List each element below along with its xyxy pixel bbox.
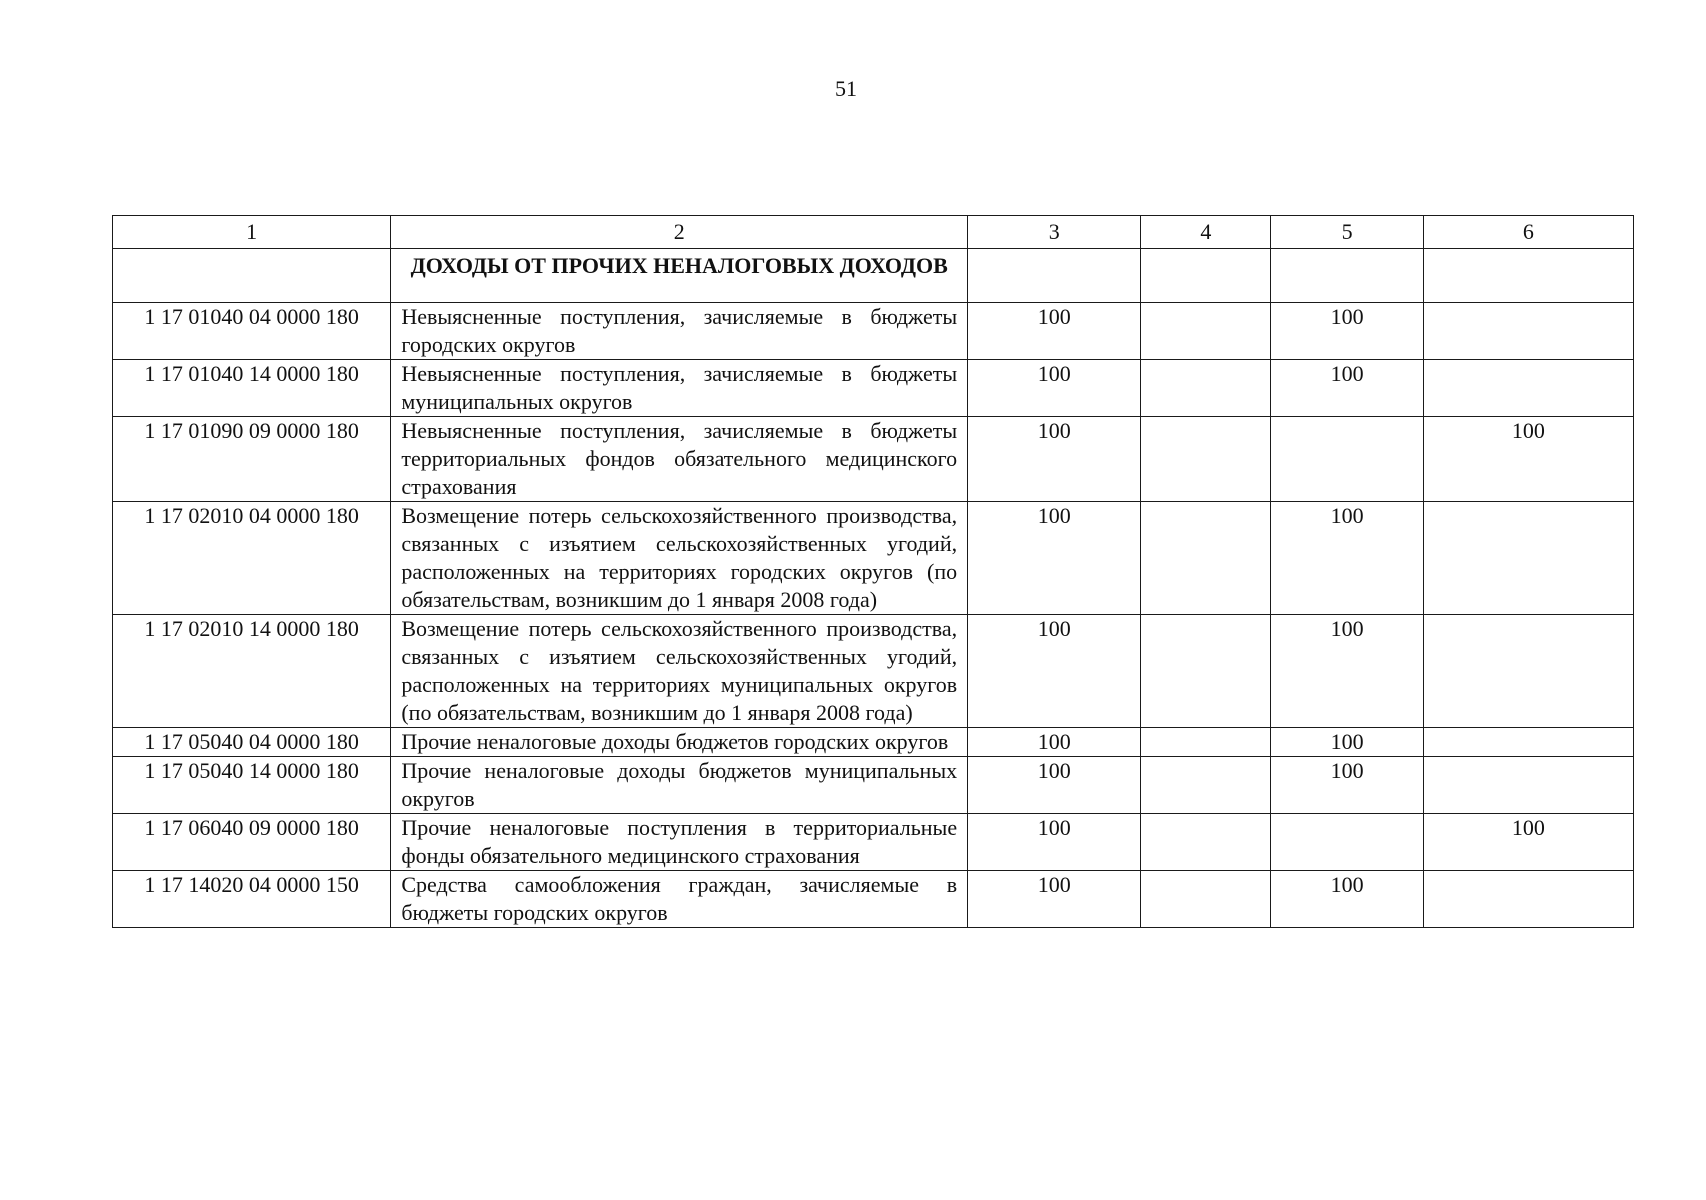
value-cell: [968, 249, 1141, 303]
value-cell: 100: [968, 303, 1141, 360]
description-cell: Возмещение потерь сельскохозяйственного производства, связанных с изъятием сельскохозяйственных угодий, расположенных на территориях городских округов (по обязательствам, возникшим до 1 января 2008 года): [391, 502, 968, 615]
value-cell: 100: [1271, 502, 1423, 615]
value-cell: 100: [968, 871, 1141, 928]
table-row: [113, 757, 1634, 814]
column-header: 4: [1141, 216, 1271, 249]
column-header: 2: [391, 216, 968, 249]
code-cell: 1 17 01040 14 0000 180: [113, 360, 391, 417]
value-cell: [1141, 303, 1271, 360]
table-row: [113, 728, 1634, 757]
value-cell: [1141, 249, 1271, 303]
value-cell: 100: [968, 417, 1141, 502]
page-number: 51: [835, 76, 857, 101]
column-header: 1: [113, 216, 391, 249]
value-cell: [1423, 728, 1633, 757]
description-cell: Прочие неналоговые доходы бюджетов городских округов: [391, 728, 968, 757]
code-cell: 1 17 06040 09 0000 180: [113, 814, 391, 871]
value-cell: [1141, 757, 1271, 814]
value-cell: [1423, 757, 1633, 814]
description-cell: Прочие неналоговые поступления в территориальные фонды обязательного медицинского страхования: [391, 814, 968, 871]
value-cell: [1141, 417, 1271, 502]
column-header: 3: [968, 216, 1141, 249]
value-cell: 100: [968, 814, 1141, 871]
section-title-row: [113, 249, 1634, 303]
code-cell: 1 17 01090 09 0000 180: [113, 417, 391, 502]
value-cell: 100: [1271, 303, 1423, 360]
value-cell: 100: [1271, 615, 1423, 728]
description-cell: Невыясненные поступления, зачисляемые в бюджеты муниципальных округов: [391, 360, 968, 417]
value-cell: [1141, 814, 1271, 871]
value-cell: [1423, 249, 1633, 303]
description-cell: Возмещение потерь сельскохозяйственного производства, связанных с изъятием сельскохозяйственных угодий, расположенных на территориях муниципальных округов (по обязательствам, возникшим до 1 января 2008 года): [391, 615, 968, 728]
column-header: 5: [1271, 216, 1423, 249]
value-cell: 100: [1423, 814, 1633, 871]
value-cell: 100: [968, 728, 1141, 757]
code-cell: [113, 249, 391, 303]
code-cell: 1 17 02010 14 0000 180: [113, 615, 391, 728]
header-row: [113, 216, 1634, 249]
description-cell: Невыясненные поступления, зачисляемые в бюджеты городских округов: [391, 303, 968, 360]
code-cell: 1 17 05040 14 0000 180: [113, 757, 391, 814]
value-cell: [1423, 502, 1633, 615]
value-cell: [1423, 360, 1633, 417]
value-cell: 100: [968, 502, 1141, 615]
description-cell: Невыясненные поступления, зачисляемые в бюджеты территориальных фондов обязательного медицинского страхования: [391, 417, 968, 502]
value-cell: 100: [968, 615, 1141, 728]
value-cell: 100: [968, 757, 1141, 814]
value-cell: [1423, 615, 1633, 728]
value-cell: [1141, 871, 1271, 928]
value-cell: 100: [1271, 360, 1423, 417]
table-row: [113, 615, 1634, 728]
value-cell: [1423, 871, 1633, 928]
column-header: 6: [1423, 216, 1633, 249]
value-cell: [1141, 360, 1271, 417]
description-cell: Прочие неналоговые доходы бюджетов муниципальных округов: [391, 757, 968, 814]
value-cell: 100: [1423, 417, 1633, 502]
value-cell: 100: [1271, 871, 1423, 928]
table-row: [113, 360, 1634, 417]
value-cell: [1271, 417, 1423, 502]
value-cell: [1141, 728, 1271, 757]
value-cell: 100: [968, 360, 1141, 417]
description-cell: Средства самообложения граждан, зачисляемые в бюджеты городских округов: [391, 871, 968, 928]
value-cell: [1141, 615, 1271, 728]
section-title: ДОХОДЫ ОТ ПРОЧИХ НЕНАЛОГОВЫХ ДОХОДОВ: [391, 249, 968, 303]
table-row: [113, 871, 1634, 928]
value-cell: [1141, 502, 1271, 615]
table-row: [113, 417, 1634, 502]
code-cell: 1 17 14020 04 0000 150: [113, 871, 391, 928]
value-cell: [1271, 249, 1423, 303]
code-cell: 1 17 02010 04 0000 180: [113, 502, 391, 615]
table-row: [113, 814, 1634, 871]
value-cell: 100: [1271, 757, 1423, 814]
revenue-table: [112, 215, 1634, 928]
code-cell: 1 17 01040 04 0000 180: [113, 303, 391, 360]
value-cell: 100: [1271, 728, 1423, 757]
value-cell: [1423, 303, 1633, 360]
code-cell: 1 17 05040 04 0000 180: [113, 728, 391, 757]
value-cell: [1271, 814, 1423, 871]
table-row: [113, 303, 1634, 360]
table-row: [113, 502, 1634, 615]
